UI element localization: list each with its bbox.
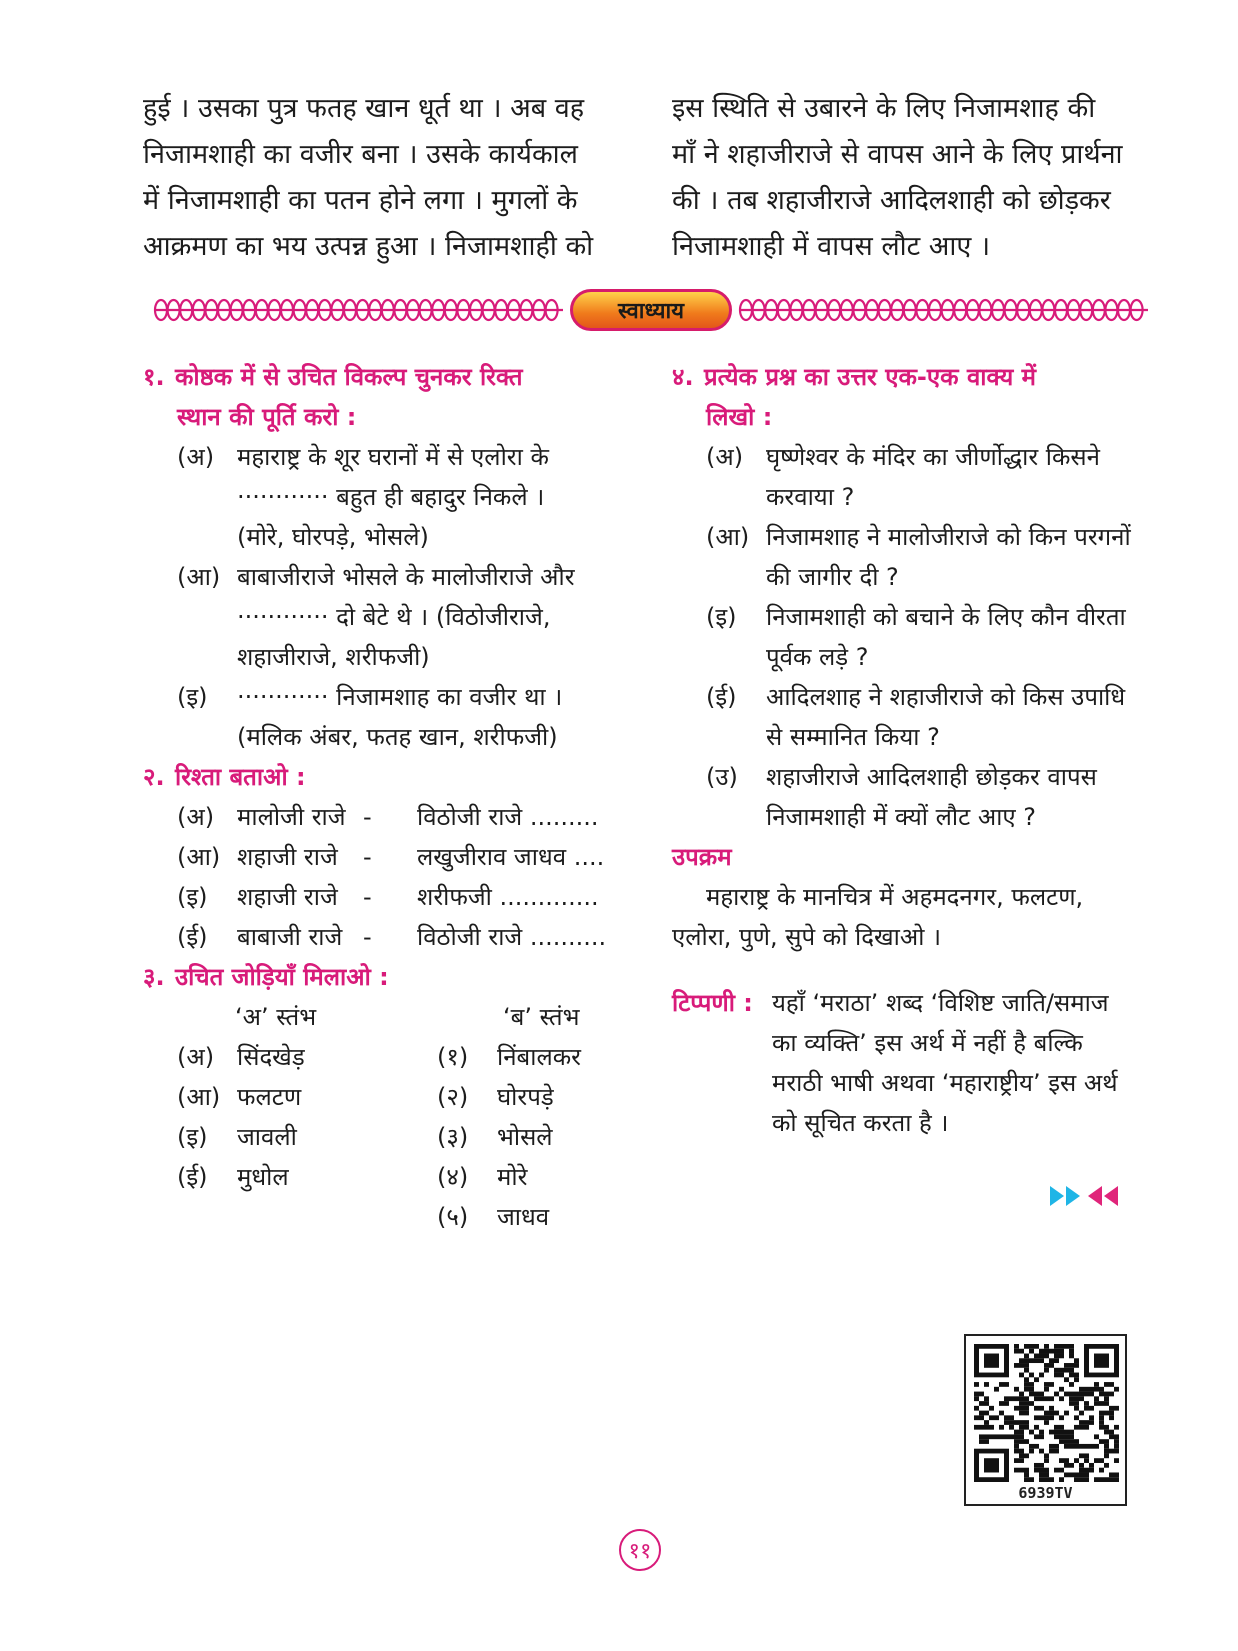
col-a-label: (अ): [177, 1043, 215, 1071]
question-number: २.: [143, 763, 165, 791]
col-b-value: भोसले: [497, 1123, 553, 1151]
item-text: आदिलशाह ने शहाजीराजे को किस उपाधि: [766, 683, 1126, 711]
col-b-label: (३): [437, 1123, 469, 1151]
row-dash: -: [363, 883, 372, 911]
upkram-line: महाराष्ट्र के मानचित्र में अहमदनगर, फलटण,: [706, 883, 1084, 911]
col-b-label: (४): [437, 1163, 469, 1191]
item-label: (इ): [706, 603, 737, 631]
col-b-label: (२): [437, 1083, 469, 1111]
question-1-heading: [143, 357, 631, 437]
question-2-heading: [143, 757, 631, 797]
qr-code-label: 6939TV: [1018, 1484, 1073, 1502]
list-item: [177, 677, 631, 757]
table-row: [143, 1117, 631, 1157]
intro-right-line: इस स्थिति से उबारने के लिए निजामशाह की: [672, 93, 1096, 124]
col-b-label: (१): [437, 1043, 469, 1071]
loop-border-left: [153, 297, 565, 323]
swadhyay-banner: [153, 289, 1150, 331]
row-label: (ई): [177, 923, 208, 951]
item-text: ············ दो बेटे थे । (विठोजीराजे,: [237, 603, 551, 631]
col-b-value: जाधव: [497, 1203, 550, 1231]
col-a-label: (आ): [177, 1083, 221, 1111]
item-label: (अ): [706, 443, 744, 471]
row-label: (अ): [177, 803, 215, 831]
col-a-value: सिंदखेड़: [237, 1043, 305, 1071]
intro-paragraph-right: [672, 86, 1162, 270]
question-title: प्रत्येक प्रश्न का उत्तर एक-एक वाक्य में: [704, 363, 1036, 391]
list-item: [706, 597, 1162, 677]
row-person-a: बाबाजी राजे: [237, 923, 343, 951]
row-label: (इ): [177, 883, 208, 911]
col-a-label: [177, 1197, 237, 1237]
item-options: (मोरे, घोरपड़े, भोसले): [237, 523, 429, 551]
column-a-header: ‘अ’ स्तंभ: [235, 1003, 317, 1031]
question-title-cont: स्थान की पूर्ति करो :: [177, 403, 357, 431]
qr-code-box[interactable]: [964, 1334, 1127, 1506]
col-a-value: जावली: [237, 1123, 297, 1151]
question-3-heading: [143, 957, 631, 997]
table-row: [143, 837, 631, 877]
item-text: घृष्णेश्वर के मंदिर का जीर्णोद्धार किसने: [766, 443, 1100, 471]
column-b-header: ‘ब’ स्तंभ: [503, 1003, 580, 1031]
loop-border-right: [738, 297, 1150, 323]
question-title: कोष्ठक में से उचित विकल्प चुनकर रिक्त: [175, 363, 523, 391]
page-number: ११: [619, 1529, 661, 1571]
banner-title: स्वाध्याय: [618, 299, 684, 324]
upkram-heading: उपक्रम: [672, 843, 732, 871]
item-options: (मलिक अंबर, फतह खान, शरीफजी): [237, 723, 558, 751]
row-person-b: विठोजी राजे .........: [417, 803, 599, 831]
col-a-value: मुधोल: [237, 1163, 289, 1191]
item-label: (आ): [706, 523, 750, 551]
col-b-label: (५): [437, 1203, 469, 1231]
table-row: [143, 1157, 631, 1197]
list-item: [706, 757, 1162, 837]
note-line: को सूचित करता है ।: [772, 1109, 949, 1137]
col-b-value: घोरपड़े: [497, 1083, 554, 1111]
table-row: [143, 1197, 631, 1237]
item-text: ············ निजामशाह का वजीर था ।: [237, 683, 563, 711]
item-text: ············ बहुत ही बहादुर निकले ।: [237, 483, 545, 511]
item-text: करवाया ?: [766, 483, 855, 511]
row-person-a: मालोजी राजे: [237, 803, 346, 831]
note-line: यहाँ ‘मराठा’ शब्द ‘विशिष्ट जाति/समाज: [772, 989, 1109, 1017]
row-person-b: विठोजी राजे ..........: [417, 923, 607, 951]
list-item: [706, 677, 1162, 757]
note-line: मराठी भाषी अथवा ‘महाराष्ट्रीय’ इस अर्थ: [772, 1069, 1118, 1097]
item-text: शहाजीराजे आदिलशाही छोड़कर वापस: [766, 763, 1097, 791]
banner-pill: [570, 289, 732, 331]
item-label: (इ): [177, 683, 208, 711]
item-label: (अ): [177, 443, 215, 471]
upkram-line: एलोरा, पुणे, सुपे को दिखाओ ।: [672, 923, 942, 951]
intro-right-line: निजामशाही में वापस लौट आए ।: [672, 231, 991, 262]
left-exercise-column: [143, 357, 631, 1237]
row-person-b: लखुजीराव जाधव ....: [417, 843, 605, 871]
question-number: १.: [143, 363, 165, 391]
item-text: महाराष्ट्र के शूर घरानों में से एलोरा के: [237, 443, 549, 471]
col-a-label: (इ): [177, 1123, 208, 1151]
list-item: [706, 437, 1162, 517]
row-person-a: शहाजी राजे: [237, 883, 338, 911]
row-person-a: शहाजी राजे: [237, 843, 338, 871]
qr-code-icon: [974, 1344, 1119, 1482]
note-label: टिप्पणी :: [672, 989, 753, 1017]
match-columns-header: [143, 997, 631, 1037]
list-item: [706, 517, 1162, 597]
table-row: [143, 1077, 631, 1117]
row-person-b: शरीफजी .............: [417, 883, 599, 911]
end-arrows-icon: [1048, 1183, 1120, 1209]
right-exercise-column: [672, 357, 1162, 1143]
note-line: का व्यक्ति’ इस अर्थ में नहीं है बल्कि: [772, 1029, 1083, 1057]
list-item: [177, 557, 631, 677]
question-title: उचित जोड़ियाँ मिलाओ :: [175, 963, 389, 991]
row-dash: -: [363, 843, 372, 871]
col-a-label: (ई): [177, 1163, 208, 1191]
question-title: रिश्ता बताओ :: [175, 763, 306, 791]
row-dash: -: [363, 923, 372, 951]
table-row: [143, 1037, 631, 1077]
item-text: निजामशाही में क्यों लौट आए ?: [766, 803, 1037, 831]
item-text: की जागीर दी ?: [766, 563, 899, 591]
intro-left-line: में निजामशाही का पतन होने लगा । मुगलों के: [143, 185, 578, 216]
upkram-text: [672, 877, 1162, 957]
table-row: [143, 917, 631, 957]
row-label: (आ): [177, 843, 221, 871]
question-4-heading: [672, 357, 1162, 437]
table-row: [143, 797, 631, 837]
item-label: (आ): [177, 563, 221, 591]
intro-paragraph-left: [143, 86, 631, 270]
row-dash: -: [363, 803, 372, 831]
item-options: शहाजीराजे, शरीफजी): [237, 643, 430, 671]
col-a-value: फलटण: [237, 1083, 302, 1111]
item-text: पूर्वक लड़े ?: [766, 643, 869, 671]
item-label: (ई): [706, 683, 737, 711]
col-b-value: मोरे: [497, 1163, 528, 1191]
item-text: निजामशाह ने मालोजीराजे को किन परगनों: [766, 523, 1131, 551]
tippani-note: [672, 983, 1162, 1143]
item-text: से सम्मानित किया ?: [766, 723, 940, 751]
intro-left-line: निजामशाही का वजीर बना । उसके कार्यकाल: [143, 139, 578, 170]
item-text: बाबाजीराजे भोसले के मालोजीराजे और: [237, 563, 575, 591]
item-text: निजामशाही को बचाने के लिए कौन वीरता: [766, 603, 1126, 631]
intro-right-line: माँ ने शहाजीराजे से वापस आने के लिए प्रार्थना: [672, 139, 1123, 170]
question-number: ३.: [143, 963, 165, 991]
col-a-value: [237, 1197, 437, 1237]
question-1-items: [143, 437, 631, 757]
list-item: [177, 437, 631, 557]
col-b-value: निंबालकर: [497, 1043, 581, 1071]
intro-left-line: हुई । उसका पुत्र फतह खान धूर्त था । अब वह: [143, 93, 585, 124]
table-row: [143, 877, 631, 917]
question-title-cont: लिखो :: [706, 403, 773, 431]
item-label: (उ): [706, 763, 738, 791]
intro-left-line: आक्रमण का भय उत्पन्न हुआ । निजामशाही को: [143, 231, 594, 262]
question-number: ४.: [672, 363, 694, 391]
intro-right-line: की । तब शहाजीराजे आदिलशाही को छोड़कर: [672, 185, 1111, 216]
question-4-items: [672, 437, 1162, 837]
